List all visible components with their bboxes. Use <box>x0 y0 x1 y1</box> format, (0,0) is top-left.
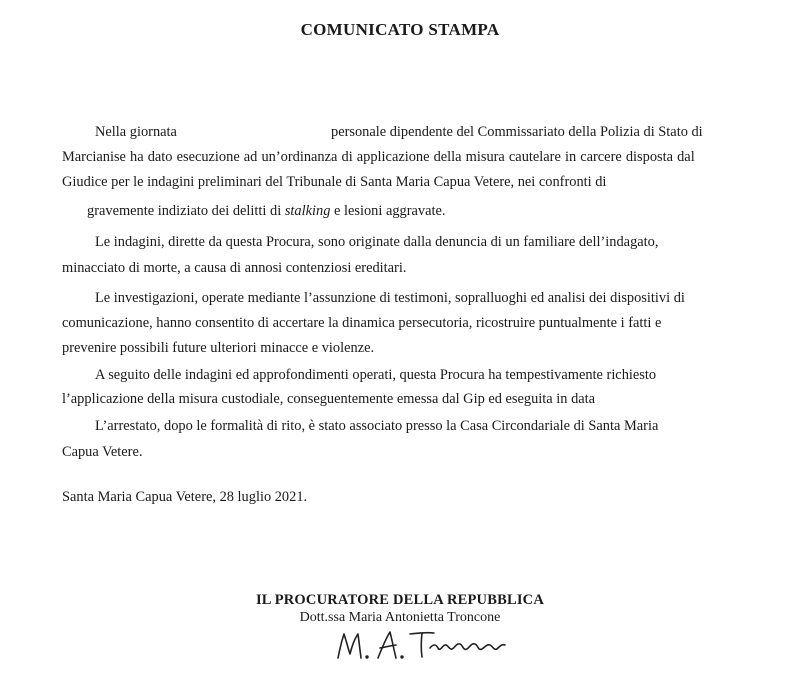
p1-line-1a: Nella giornata <box>95 124 177 140</box>
p3-line-2: comunicazione, hanno consentito di accertare la dinamica persecutoria, ricostruire puntualmente i fatti e <box>62 315 662 331</box>
p2-line-2: minacciato di morte, a causa di annosi contenziosi ereditari. <box>62 260 407 276</box>
p2-line-1-text: Le indagini, dirette da questa Procura, sono originate dalla denuncia di un familiare dell’indagato, <box>95 234 659 250</box>
p3-line-1: Le investigazioni, operate mediante l’assunzione di testimoni, sopralluoghi ed analisi dei dispositivi di <box>95 290 685 306</box>
p5-line-1: L’arrestato, dopo le formalità di rito, è stato associato presso la Casa Circondariale di Santa Maria <box>95 418 659 434</box>
p3-line-3: prevenire possibili future ulteriori minacce e violenze. <box>62 340 375 356</box>
p4-line-2: l’applicazione della misura custodiale, conseguentemente emessa dal Gip ed eseguita in data <box>62 391 596 407</box>
p1-line-2: Marcianise ha dato esecuzione ad un’ordinanza di applicazione della misura cautelare in carcere disposta dal <box>62 149 695 165</box>
p1-line-4c: e lesioni aggravate. <box>334 203 446 219</box>
p4-line-1: A seguito delle indagini ed approfondimenti operati, questa Procura ha tempestivamente richiesto <box>95 367 657 383</box>
document-title: COMUNICATO STAMPA <box>300 20 500 39</box>
p2-line-1 <box>95 233 737 251</box>
p5-line-2: Capua Vetere. <box>62 444 143 460</box>
p1-line-4a: gravemente indiziato dei delitti di <box>87 203 282 219</box>
p1-line-1b: personale dipendente del Commissariato della Polizia di Stato di <box>331 124 703 140</box>
p1-line-4-italic: stalking <box>284 203 331 219</box>
p1-line-3: Giudice per le indagini preliminari del Tribunale di Santa Maria Capua Vetere, nei confronti di <box>62 174 607 190</box>
signatory-name: Dott.ssa Maria Antonietta Troncone <box>299 610 501 625</box>
handwritten-signature <box>330 624 520 664</box>
signatory-title: IL PROCURATORE DELLA REPUBBLICA <box>255 592 545 608</box>
p1-line-4 <box>87 202 446 220</box>
place-date: Santa Maria Capua Vetere, 28 luglio 2021. <box>62 489 308 505</box>
